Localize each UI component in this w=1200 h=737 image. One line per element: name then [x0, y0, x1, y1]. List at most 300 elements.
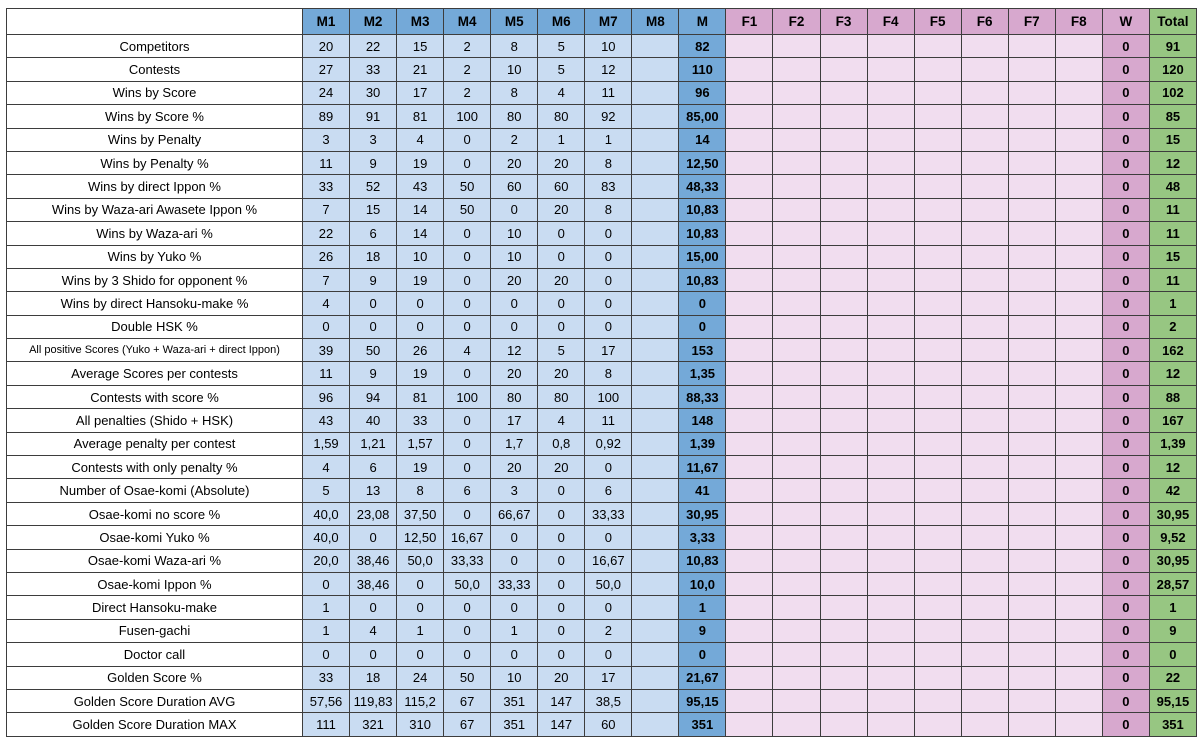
male-value-cell-m8[interactable]: [632, 315, 679, 338]
male-total-cell[interactable]: 95,15: [679, 689, 726, 712]
female-value-cell-f5[interactable]: [914, 713, 961, 736]
male-total-cell[interactable]: 153: [679, 339, 726, 362]
male-value-cell-m2[interactable]: 18: [350, 245, 397, 268]
female-value-cell-f4[interactable]: [867, 549, 914, 572]
row-label[interactable]: All penalties (Shido + HSK): [7, 409, 303, 432]
total-value-cell[interactable]: 351: [1149, 713, 1196, 736]
female-value-cell-f8[interactable]: [1055, 58, 1102, 81]
w-value-cell[interactable]: 0: [1102, 572, 1149, 595]
female-value-cell-f8[interactable]: [1055, 456, 1102, 479]
male-value-cell-m6[interactable]: 0: [538, 292, 585, 315]
male-value-cell-m4[interactable]: 67: [444, 713, 491, 736]
male-value-cell-m8[interactable]: [632, 151, 679, 174]
male-total-cell[interactable]: 10,83: [679, 268, 726, 291]
male-value-cell-m3[interactable]: 26: [397, 339, 444, 362]
w-value-cell[interactable]: 0: [1102, 292, 1149, 315]
male-value-cell-m4[interactable]: 2: [444, 81, 491, 104]
male-value-cell-m3[interactable]: 1: [397, 619, 444, 642]
female-value-cell-f1[interactable]: [726, 689, 773, 712]
male-value-cell-m3[interactable]: 0: [397, 643, 444, 666]
female-value-cell-f8[interactable]: [1055, 526, 1102, 549]
row-label[interactable]: Osae-komi Ippon %: [7, 572, 303, 595]
female-value-cell-f7[interactable]: [1008, 81, 1055, 104]
male-value-cell-m4[interactable]: 67: [444, 689, 491, 712]
male-total-cell[interactable]: 11,67: [679, 456, 726, 479]
male-value-cell-m8[interactable]: [632, 198, 679, 221]
male-value-cell-m1[interactable]: 33: [303, 666, 350, 689]
male-value-cell-m5[interactable]: 0: [491, 596, 538, 619]
col-header-f2[interactable]: F2: [773, 9, 820, 35]
male-value-cell-m1[interactable]: 43: [303, 409, 350, 432]
w-value-cell[interactable]: 0: [1102, 643, 1149, 666]
male-value-cell-m3[interactable]: 37,50: [397, 502, 444, 525]
row-label[interactable]: Wins by Waza-ari Awasete Ippon %: [7, 198, 303, 221]
male-value-cell-m2[interactable]: 0: [350, 643, 397, 666]
male-value-cell-m4[interactable]: 0: [444, 362, 491, 385]
total-value-cell[interactable]: 12: [1149, 151, 1196, 174]
female-value-cell-f4[interactable]: [867, 409, 914, 432]
female-value-cell-f2[interactable]: [773, 502, 820, 525]
male-value-cell-m8[interactable]: [632, 572, 679, 595]
female-value-cell-f3[interactable]: [820, 81, 867, 104]
female-value-cell-f7[interactable]: [1008, 689, 1055, 712]
row-label[interactable]: Fusen-gachi: [7, 619, 303, 642]
female-value-cell-f5[interactable]: [914, 292, 961, 315]
male-value-cell-m6[interactable]: 20: [538, 198, 585, 221]
male-value-cell-m6[interactable]: 0: [538, 619, 585, 642]
row-label[interactable]: Number of Osae-komi (Absolute): [7, 479, 303, 502]
female-value-cell-f8[interactable]: [1055, 292, 1102, 315]
male-total-cell[interactable]: 41: [679, 479, 726, 502]
female-value-cell-f8[interactable]: [1055, 409, 1102, 432]
row-label[interactable]: Wins by direct Ippon %: [7, 175, 303, 198]
female-value-cell-f7[interactable]: [1008, 432, 1055, 455]
female-value-cell-f3[interactable]: [820, 689, 867, 712]
male-value-cell-m4[interactable]: 50,0: [444, 572, 491, 595]
female-value-cell-f8[interactable]: [1055, 245, 1102, 268]
female-value-cell-f7[interactable]: [1008, 35, 1055, 58]
male-value-cell-m4[interactable]: 33,33: [444, 549, 491, 572]
male-value-cell-m1[interactable]: 33: [303, 175, 350, 198]
male-value-cell-m2[interactable]: 119,83: [350, 689, 397, 712]
male-value-cell-m6[interactable]: 0: [538, 549, 585, 572]
male-value-cell-m1[interactable]: 11: [303, 151, 350, 174]
male-value-cell-m7[interactable]: 16,67: [585, 549, 632, 572]
female-value-cell-f8[interactable]: [1055, 619, 1102, 642]
female-value-cell-f6[interactable]: [961, 526, 1008, 549]
w-value-cell[interactable]: 0: [1102, 35, 1149, 58]
female-value-cell-f6[interactable]: [961, 198, 1008, 221]
female-value-cell-f8[interactable]: [1055, 315, 1102, 338]
female-value-cell-f2[interactable]: [773, 362, 820, 385]
female-value-cell-f7[interactable]: [1008, 385, 1055, 408]
female-value-cell-f4[interactable]: [867, 689, 914, 712]
female-value-cell-f3[interactable]: [820, 549, 867, 572]
total-value-cell[interactable]: 95,15: [1149, 689, 1196, 712]
total-value-cell[interactable]: 11: [1149, 198, 1196, 221]
female-value-cell-f4[interactable]: [867, 456, 914, 479]
female-value-cell-f7[interactable]: [1008, 175, 1055, 198]
female-value-cell-f6[interactable]: [961, 385, 1008, 408]
male-value-cell-m8[interactable]: [632, 362, 679, 385]
female-value-cell-f3[interactable]: [820, 596, 867, 619]
female-value-cell-f1[interactable]: [726, 432, 773, 455]
male-value-cell-m8[interactable]: [632, 713, 679, 736]
female-value-cell-f8[interactable]: [1055, 572, 1102, 595]
female-value-cell-f1[interactable]: [726, 713, 773, 736]
male-value-cell-m8[interactable]: [632, 292, 679, 315]
male-value-cell-m1[interactable]: 0: [303, 643, 350, 666]
row-label[interactable]: Average Scores per contests: [7, 362, 303, 385]
female-value-cell-f3[interactable]: [820, 292, 867, 315]
total-value-cell[interactable]: 11: [1149, 222, 1196, 245]
female-value-cell-f7[interactable]: [1008, 315, 1055, 338]
female-value-cell-f6[interactable]: [961, 502, 1008, 525]
row-label[interactable]: Direct Hansoku-make: [7, 596, 303, 619]
male-value-cell-m5[interactable]: 80: [491, 385, 538, 408]
male-total-cell[interactable]: 9: [679, 619, 726, 642]
total-value-cell[interactable]: 42: [1149, 479, 1196, 502]
male-value-cell-m1[interactable]: 27: [303, 58, 350, 81]
female-value-cell-f3[interactable]: [820, 315, 867, 338]
female-value-cell-f4[interactable]: [867, 572, 914, 595]
male-value-cell-m8[interactable]: [632, 58, 679, 81]
female-value-cell-f2[interactable]: [773, 385, 820, 408]
female-value-cell-f5[interactable]: [914, 619, 961, 642]
female-value-cell-f6[interactable]: [961, 128, 1008, 151]
col-header-m4[interactable]: M4: [444, 9, 491, 35]
female-value-cell-f6[interactable]: [961, 409, 1008, 432]
total-value-cell[interactable]: 15: [1149, 245, 1196, 268]
male-total-cell[interactable]: 148: [679, 409, 726, 432]
male-value-cell-m2[interactable]: 9: [350, 151, 397, 174]
male-value-cell-m3[interactable]: 19: [397, 456, 444, 479]
total-value-cell[interactable]: 11: [1149, 268, 1196, 291]
w-value-cell[interactable]: 0: [1102, 151, 1149, 174]
female-value-cell-f1[interactable]: [726, 58, 773, 81]
male-value-cell-m4[interactable]: 0: [444, 292, 491, 315]
female-value-cell-f5[interactable]: [914, 268, 961, 291]
male-value-cell-m5[interactable]: 20: [491, 151, 538, 174]
male-value-cell-m6[interactable]: 0: [538, 643, 585, 666]
male-value-cell-m2[interactable]: 94: [350, 385, 397, 408]
female-value-cell-f1[interactable]: [726, 151, 773, 174]
col-header-f6[interactable]: F6: [961, 9, 1008, 35]
female-value-cell-f2[interactable]: [773, 175, 820, 198]
male-total-cell[interactable]: 1: [679, 596, 726, 619]
male-value-cell-m1[interactable]: 3: [303, 128, 350, 151]
female-value-cell-f5[interactable]: [914, 245, 961, 268]
male-value-cell-m4[interactable]: 16,67: [444, 526, 491, 549]
male-value-cell-m8[interactable]: [632, 502, 679, 525]
total-value-cell[interactable]: 15: [1149, 128, 1196, 151]
row-label[interactable]: Golden Score Duration AVG: [7, 689, 303, 712]
female-value-cell-f6[interactable]: [961, 713, 1008, 736]
male-value-cell-m1[interactable]: 7: [303, 198, 350, 221]
male-value-cell-m4[interactable]: 0: [444, 222, 491, 245]
male-value-cell-m2[interactable]: 50: [350, 339, 397, 362]
male-value-cell-m5[interactable]: 0: [491, 292, 538, 315]
male-value-cell-m2[interactable]: 30: [350, 81, 397, 104]
col-header-m5[interactable]: M5: [491, 9, 538, 35]
total-value-cell[interactable]: 167: [1149, 409, 1196, 432]
female-value-cell-f3[interactable]: [820, 339, 867, 362]
male-value-cell-m4[interactable]: 2: [444, 35, 491, 58]
total-value-cell[interactable]: 22: [1149, 666, 1196, 689]
male-value-cell-m6[interactable]: 0: [538, 502, 585, 525]
female-value-cell-f3[interactable]: [820, 409, 867, 432]
female-value-cell-f6[interactable]: [961, 292, 1008, 315]
male-value-cell-m7[interactable]: 0: [585, 526, 632, 549]
female-value-cell-f7[interactable]: [1008, 456, 1055, 479]
row-label[interactable]: Wins by Yuko %: [7, 245, 303, 268]
male-total-cell[interactable]: 30,95: [679, 502, 726, 525]
male-value-cell-m5[interactable]: 0: [491, 198, 538, 221]
total-value-cell[interactable]: 2: [1149, 315, 1196, 338]
male-value-cell-m7[interactable]: 38,5: [585, 689, 632, 712]
male-value-cell-m7[interactable]: 1: [585, 128, 632, 151]
female-value-cell-f3[interactable]: [820, 479, 867, 502]
row-label[interactable]: Wins by Penalty: [7, 128, 303, 151]
female-value-cell-f5[interactable]: [914, 689, 961, 712]
male-value-cell-m3[interactable]: 0: [397, 572, 444, 595]
male-value-cell-m1[interactable]: 111: [303, 713, 350, 736]
female-value-cell-f7[interactable]: [1008, 151, 1055, 174]
female-value-cell-f5[interactable]: [914, 432, 961, 455]
male-value-cell-m3[interactable]: 43: [397, 175, 444, 198]
row-label[interactable]: Golden Score %: [7, 666, 303, 689]
female-value-cell-f4[interactable]: [867, 666, 914, 689]
male-total-cell[interactable]: 15,00: [679, 245, 726, 268]
female-value-cell-f2[interactable]: [773, 245, 820, 268]
col-header-m2[interactable]: M2: [350, 9, 397, 35]
total-value-cell[interactable]: 0: [1149, 643, 1196, 666]
female-value-cell-f4[interactable]: [867, 222, 914, 245]
male-value-cell-m5[interactable]: 0: [491, 643, 538, 666]
male-value-cell-m1[interactable]: 89: [303, 105, 350, 128]
female-value-cell-f2[interactable]: [773, 409, 820, 432]
row-label[interactable]: Golden Score Duration MAX: [7, 713, 303, 736]
female-value-cell-f1[interactable]: [726, 526, 773, 549]
male-value-cell-m7[interactable]: 8: [585, 151, 632, 174]
female-value-cell-f6[interactable]: [961, 245, 1008, 268]
male-value-cell-m5[interactable]: 0: [491, 315, 538, 338]
male-value-cell-m6[interactable]: 0: [538, 572, 585, 595]
male-value-cell-m6[interactable]: 20: [538, 456, 585, 479]
male-value-cell-m8[interactable]: [632, 432, 679, 455]
female-value-cell-f4[interactable]: [867, 432, 914, 455]
male-value-cell-m3[interactable]: 17: [397, 81, 444, 104]
male-value-cell-m1[interactable]: 26: [303, 245, 350, 268]
male-value-cell-m5[interactable]: 0: [491, 549, 538, 572]
female-value-cell-f8[interactable]: [1055, 198, 1102, 221]
w-value-cell[interactable]: 0: [1102, 526, 1149, 549]
male-value-cell-m2[interactable]: 6: [350, 456, 397, 479]
male-value-cell-m8[interactable]: [632, 619, 679, 642]
female-value-cell-f6[interactable]: [961, 689, 1008, 712]
male-value-cell-m4[interactable]: 50: [444, 175, 491, 198]
female-value-cell-f6[interactable]: [961, 268, 1008, 291]
total-value-cell[interactable]: 48: [1149, 175, 1196, 198]
female-value-cell-f5[interactable]: [914, 81, 961, 104]
male-value-cell-m2[interactable]: 9: [350, 362, 397, 385]
col-header-m1[interactable]: M1: [303, 9, 350, 35]
col-header-m3[interactable]: M3: [397, 9, 444, 35]
male-value-cell-m4[interactable]: 0: [444, 596, 491, 619]
male-total-cell[interactable]: 88,33: [679, 385, 726, 408]
total-value-cell[interactable]: 91: [1149, 35, 1196, 58]
male-total-cell[interactable]: 82: [679, 35, 726, 58]
male-value-cell-m7[interactable]: 6: [585, 479, 632, 502]
row-label[interactable]: Contests: [7, 58, 303, 81]
male-value-cell-m5[interactable]: 0: [491, 526, 538, 549]
male-value-cell-m8[interactable]: [632, 479, 679, 502]
male-value-cell-m5[interactable]: 10: [491, 245, 538, 268]
w-value-cell[interactable]: 0: [1102, 432, 1149, 455]
total-value-cell[interactable]: 12: [1149, 456, 1196, 479]
w-value-cell[interactable]: 0: [1102, 502, 1149, 525]
male-value-cell-m6[interactable]: 5: [538, 339, 585, 362]
male-value-cell-m8[interactable]: [632, 175, 679, 198]
female-value-cell-f2[interactable]: [773, 456, 820, 479]
w-value-cell[interactable]: 0: [1102, 128, 1149, 151]
female-value-cell-f5[interactable]: [914, 502, 961, 525]
male-value-cell-m6[interactable]: 1: [538, 128, 585, 151]
male-value-cell-m4[interactable]: 100: [444, 385, 491, 408]
male-value-cell-m5[interactable]: 12: [491, 339, 538, 362]
w-value-cell[interactable]: 0: [1102, 58, 1149, 81]
male-value-cell-m1[interactable]: 40,0: [303, 526, 350, 549]
male-value-cell-m3[interactable]: 115,2: [397, 689, 444, 712]
female-value-cell-f8[interactable]: [1055, 432, 1102, 455]
male-value-cell-m8[interactable]: [632, 596, 679, 619]
male-value-cell-m5[interactable]: 17: [491, 409, 538, 432]
male-value-cell-m3[interactable]: 14: [397, 222, 444, 245]
female-value-cell-f7[interactable]: [1008, 292, 1055, 315]
male-value-cell-m1[interactable]: 1: [303, 619, 350, 642]
female-value-cell-f5[interactable]: [914, 35, 961, 58]
w-value-cell[interactable]: 0: [1102, 689, 1149, 712]
male-value-cell-m5[interactable]: 20: [491, 268, 538, 291]
male-value-cell-m2[interactable]: 40: [350, 409, 397, 432]
male-value-cell-m8[interactable]: [632, 35, 679, 58]
female-value-cell-f1[interactable]: [726, 385, 773, 408]
male-total-cell[interactable]: 1,35: [679, 362, 726, 385]
male-value-cell-m7[interactable]: 83: [585, 175, 632, 198]
female-value-cell-f2[interactable]: [773, 35, 820, 58]
male-value-cell-m6[interactable]: 0: [538, 315, 585, 338]
female-value-cell-f3[interactable]: [820, 245, 867, 268]
female-value-cell-f5[interactable]: [914, 339, 961, 362]
male-value-cell-m5[interactable]: 8: [491, 35, 538, 58]
male-value-cell-m7[interactable]: 0: [585, 643, 632, 666]
total-value-cell[interactable]: 1: [1149, 596, 1196, 619]
male-value-cell-m4[interactable]: 0: [444, 643, 491, 666]
female-value-cell-f7[interactable]: [1008, 268, 1055, 291]
male-value-cell-m7[interactable]: 50,0: [585, 572, 632, 595]
col-header-m7[interactable]: M7: [585, 9, 632, 35]
female-value-cell-f4[interactable]: [867, 619, 914, 642]
male-value-cell-m1[interactable]: 24: [303, 81, 350, 104]
male-value-cell-m5[interactable]: 351: [491, 689, 538, 712]
male-value-cell-m5[interactable]: 1,7: [491, 432, 538, 455]
col-header-f5[interactable]: F5: [914, 9, 961, 35]
row-label[interactable]: Average penalty per contest: [7, 432, 303, 455]
male-value-cell-m7[interactable]: 10: [585, 35, 632, 58]
male-value-cell-m1[interactable]: 20: [303, 35, 350, 58]
female-value-cell-f2[interactable]: [773, 596, 820, 619]
male-value-cell-m3[interactable]: 14: [397, 198, 444, 221]
female-value-cell-f5[interactable]: [914, 643, 961, 666]
female-value-cell-f8[interactable]: [1055, 596, 1102, 619]
female-value-cell-f7[interactable]: [1008, 409, 1055, 432]
male-value-cell-m8[interactable]: [632, 549, 679, 572]
female-value-cell-f5[interactable]: [914, 479, 961, 502]
female-value-cell-f7[interactable]: [1008, 666, 1055, 689]
male-value-cell-m7[interactable]: 0: [585, 268, 632, 291]
male-total-cell[interactable]: 0: [679, 315, 726, 338]
male-value-cell-m7[interactable]: 33,33: [585, 502, 632, 525]
male-value-cell-m4[interactable]: 6: [444, 479, 491, 502]
male-value-cell-m1[interactable]: 40,0: [303, 502, 350, 525]
male-value-cell-m3[interactable]: 0: [397, 315, 444, 338]
male-value-cell-m8[interactable]: [632, 643, 679, 666]
female-value-cell-f1[interactable]: [726, 81, 773, 104]
female-value-cell-f1[interactable]: [726, 268, 773, 291]
male-value-cell-m1[interactable]: 4: [303, 292, 350, 315]
female-value-cell-f4[interactable]: [867, 526, 914, 549]
male-total-cell[interactable]: 110: [679, 58, 726, 81]
female-value-cell-f3[interactable]: [820, 526, 867, 549]
male-value-cell-m6[interactable]: 80: [538, 385, 585, 408]
male-value-cell-m7[interactable]: 0: [585, 315, 632, 338]
female-value-cell-f7[interactable]: [1008, 479, 1055, 502]
female-value-cell-f1[interactable]: [726, 596, 773, 619]
w-value-cell[interactable]: 0: [1102, 596, 1149, 619]
male-value-cell-m7[interactable]: 0,92: [585, 432, 632, 455]
female-value-cell-f2[interactable]: [773, 689, 820, 712]
female-value-cell-f1[interactable]: [726, 175, 773, 198]
male-value-cell-m4[interactable]: 0: [444, 502, 491, 525]
col-header-m6[interactable]: M6: [538, 9, 585, 35]
male-total-cell[interactable]: 10,83: [679, 549, 726, 572]
male-value-cell-m8[interactable]: [632, 456, 679, 479]
male-value-cell-m4[interactable]: 0: [444, 151, 491, 174]
male-value-cell-m2[interactable]: 4: [350, 619, 397, 642]
male-value-cell-m1[interactable]: 11: [303, 362, 350, 385]
male-value-cell-m2[interactable]: 321: [350, 713, 397, 736]
female-value-cell-f1[interactable]: [726, 292, 773, 315]
female-value-cell-f4[interactable]: [867, 198, 914, 221]
female-value-cell-f2[interactable]: [773, 222, 820, 245]
male-value-cell-m7[interactable]: 17: [585, 339, 632, 362]
male-value-cell-m5[interactable]: 10: [491, 58, 538, 81]
female-value-cell-f2[interactable]: [773, 105, 820, 128]
female-value-cell-f2[interactable]: [773, 619, 820, 642]
col-header-f7[interactable]: F7: [1008, 9, 1055, 35]
male-value-cell-m3[interactable]: 21: [397, 58, 444, 81]
male-value-cell-m6[interactable]: 0: [538, 245, 585, 268]
male-value-cell-m7[interactable]: 11: [585, 409, 632, 432]
male-value-cell-m7[interactable]: 17: [585, 666, 632, 689]
female-value-cell-f1[interactable]: [726, 339, 773, 362]
total-value-cell[interactable]: 85: [1149, 105, 1196, 128]
female-value-cell-f4[interactable]: [867, 339, 914, 362]
male-value-cell-m7[interactable]: 8: [585, 198, 632, 221]
total-value-cell[interactable]: 30,95: [1149, 502, 1196, 525]
male-value-cell-m4[interactable]: 50: [444, 198, 491, 221]
female-value-cell-f6[interactable]: [961, 105, 1008, 128]
